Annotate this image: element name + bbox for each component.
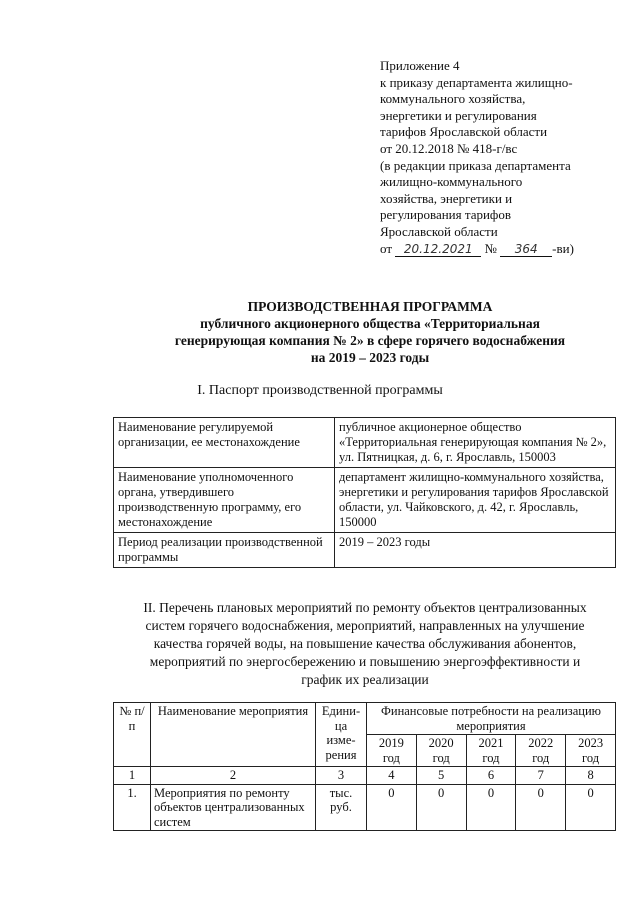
row-value: 0 <box>516 784 566 831</box>
col-header-name: Наименование мероприятия <box>151 703 316 767</box>
section-2-line: систем горячего водоснабжения, мероприятий, направленных на улучшение <box>145 618 585 633</box>
header-line: от 20.12.2018 № 418-г/вс <box>380 140 518 156</box>
date-prefix: от <box>380 240 393 256</box>
row-number: 1. <box>114 784 151 831</box>
passport-value: департамент жилищно-коммунального хозяйства, энергетики и регулирования тарифов Ярославской области, ул. Чайковского, д. 42, г. Ярославль, 150000 <box>335 468 616 533</box>
title-line: публичного акционерного общества «Территориальная <box>200 316 540 331</box>
col-header-year: 2021 год <box>466 735 516 767</box>
row-unit: тыс. руб. <box>316 784 367 831</box>
passport-label: Наименование уполномоченного органа, утвердившего производственную программу, его местонахождение <box>114 468 335 533</box>
col-header-financing: Финансовые потребности на реализацию мероприятия <box>367 703 616 735</box>
section-2-line: качества горячей воды, на повышение качества обслуживания абонентов, <box>153 636 577 651</box>
handwritten-number: 364 <box>500 243 552 257</box>
number-suffix: -ви) <box>552 240 574 256</box>
header-line: (в редакции приказа департамента <box>380 157 571 173</box>
col-header-number: № п/п <box>114 703 151 767</box>
row-value: 0 <box>416 784 466 831</box>
header-line: Ярославской области <box>380 223 498 239</box>
events-table <box>113 702 616 831</box>
title-line: ПРОИЗВОДСТВЕННАЯ ПРОГРАММА <box>247 299 493 314</box>
header-line: хозяйства, энергетики и <box>380 190 513 206</box>
passport-table <box>113 417 616 568</box>
header-line: регулирования тарифов <box>380 207 511 223</box>
header-line: коммунального хозяйства, <box>380 91 526 107</box>
table-row <box>114 533 616 568</box>
index-cell: 6 <box>466 767 516 785</box>
index-cell: 1 <box>114 767 151 785</box>
header-line: жилищно-коммунального <box>380 174 523 190</box>
index-cell: 2 <box>151 767 316 785</box>
title-line: на 2019 – 2023 годы <box>310 350 430 365</box>
amendment-date-line <box>380 241 630 258</box>
row-value: 0 <box>367 784 417 831</box>
index-cell: 5 <box>416 767 466 785</box>
appendix-header <box>380 58 630 257</box>
row-value: 0 <box>466 784 516 831</box>
col-header-year: 2023 год <box>566 735 616 767</box>
section-1-heading: I. Паспорт производственной программы <box>197 383 443 398</box>
row-value: 0 <box>566 784 616 831</box>
section-2-line: график их реализации <box>301 672 429 687</box>
table-row <box>114 784 616 831</box>
header-line: Приложение 4 <box>380 58 460 73</box>
row-name: Мероприятия по ремонту объектов централизованных систем <box>151 784 316 831</box>
index-cell: 8 <box>566 767 616 785</box>
title-line: генерирующая компания № 2» в сфере горячего водоснабжения <box>174 333 566 348</box>
header-line: к приказу департамента жилищно- <box>380 74 573 90</box>
section-2-line: мероприятий по энергосбережению и повышению энергоэффективности и <box>149 654 581 669</box>
table-row <box>114 418 616 468</box>
index-cell: 7 <box>516 767 566 785</box>
col-header-unit: Едини-ца изме-рения <box>316 703 367 767</box>
table-header-row <box>114 703 616 735</box>
table-row <box>114 468 616 533</box>
number-prefix: № <box>484 240 497 256</box>
passport-value: 2019 – 2023 годы <box>335 533 616 568</box>
program-title <box>120 298 620 366</box>
table-index-row <box>114 767 616 785</box>
col-header-year: 2020 год <box>416 735 466 767</box>
index-cell: 4 <box>367 767 417 785</box>
passport-value: публичное акционерное общество «Территориальная генерирующая компания № 2», ул. Пятницкая, д. 6, г. Ярославль, 150003 <box>335 418 616 468</box>
section-2-line: II. Перечень плановых мероприятий по ремонту объектов централизованных <box>143 600 587 615</box>
index-cell: 3 <box>316 767 367 785</box>
passport-label: Наименование регулируемой организации, ее местонахождение <box>114 418 335 468</box>
passport-label: Период реализации производственной программы <box>114 533 335 568</box>
header-line: энергетики и регулирования <box>380 107 537 123</box>
header-line: тарифов Ярославской области <box>380 124 548 140</box>
section-2-heading <box>100 599 630 689</box>
col-header-year: 2022 год <box>516 735 566 767</box>
col-header-year: 2019 год <box>367 735 417 767</box>
handwritten-date: 20.12.2021 <box>395 243 481 257</box>
